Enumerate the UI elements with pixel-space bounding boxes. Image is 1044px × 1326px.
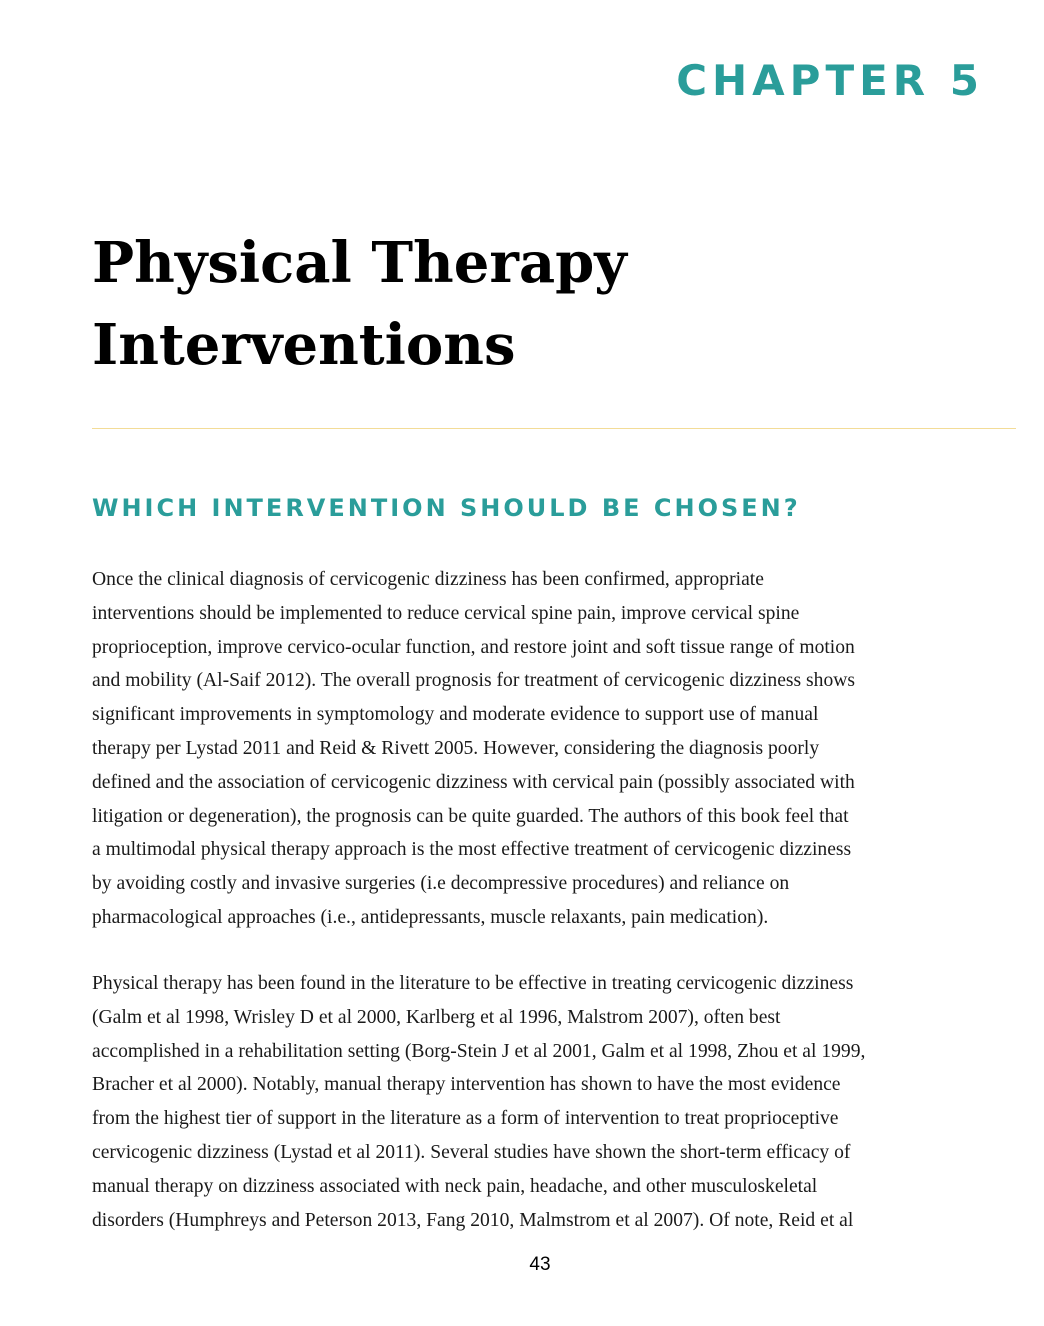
page-number: 43	[529, 1254, 551, 1275]
body-paragraph	[92, 967, 986, 1237]
section-heading: WHICH INTERVENTION SHOULD BE CHOSEN?	[92, 494, 801, 522]
body-text-line: and mobility (Al-Saif 2012). The overall prognosis for treatment of cervicogenic dizziness shows	[92, 670, 856, 692]
body-text-line: interventions should be implemented to reduce cervical spine pain, improve cervical spine	[92, 602, 800, 624]
title-divider	[92, 428, 1016, 429]
body-paragraph	[92, 563, 986, 935]
page-title	[92, 222, 972, 386]
page-title-line: Interventions	[92, 312, 516, 378]
body-text-line: from the highest tier of support in the literature as a form of intervention to treat proprioceptive	[92, 1108, 839, 1130]
body-text-line: Once the clinical diagnosis of cervicogenic dizziness has been confirmed, appropriate	[92, 569, 764, 590]
body-text-line: Physical therapy has been found in the literature to be effective in treating cervicogenic dizziness	[92, 973, 854, 994]
body-text-line: defined and the association of cervicogenic dizziness with cervical pain (possibly associated with	[92, 771, 855, 793]
body-text-line: disorders (Humphreys and Peterson 2013, Fang 2010, Malmstrom et al 2007). Of note, Reid et al	[92, 1209, 854, 1231]
body-text-line: significant improvements in symptomology and moderate evidence to support use of manual	[92, 704, 819, 726]
body-text-line: Bracher et al 2000). Notably, manual therapy intervention has shown to have the most evidence	[92, 1074, 841, 1096]
body-text-line: manual therapy on dizziness associated with neck pain, headache, and other musculoskeletal	[92, 1175, 818, 1197]
page-title-line: Physical Therapy	[92, 230, 627, 296]
body-text-line: pharmacological approaches (i.e., antidepressants, muscle relaxants, pain medication).	[92, 906, 769, 928]
body-text-line: by avoiding costly and invasive surgeries (i.e decompressive procedures) and reliance on	[92, 873, 790, 895]
body-text-line: a multimodal physical therapy approach is the most effective treatment of cervicogenic dizziness	[92, 839, 852, 861]
body-text-line: cervicogenic dizziness (Lystad et al 2011). Several studies have shown the short-term efficacy of	[92, 1141, 851, 1163]
body-text-line: therapy per Lystad 2011 and Reid & Rivett 2005. However, considering the diagnosis poorly	[92, 737, 820, 759]
body-text-line: litigation or degeneration), the prognosis can be quite guarded. The authors of this book feel that	[92, 805, 849, 827]
body-text-line: accomplished in a rehabilitation setting (Borg-Stein J et al 2001, Galm et al 1998, Zhou et al 1999,	[92, 1040, 866, 1062]
body-text-line: (Galm et al 1998, Wrisley D et al 2000, Karlberg et al 1996, Malstrom 2007), often best	[92, 1006, 781, 1028]
chapter-label: CHAPTER 5	[676, 56, 984, 105]
body-text-line: proprioception, improve cervico-ocular function, and restore joint and soft tissue range of motion	[92, 636, 855, 658]
